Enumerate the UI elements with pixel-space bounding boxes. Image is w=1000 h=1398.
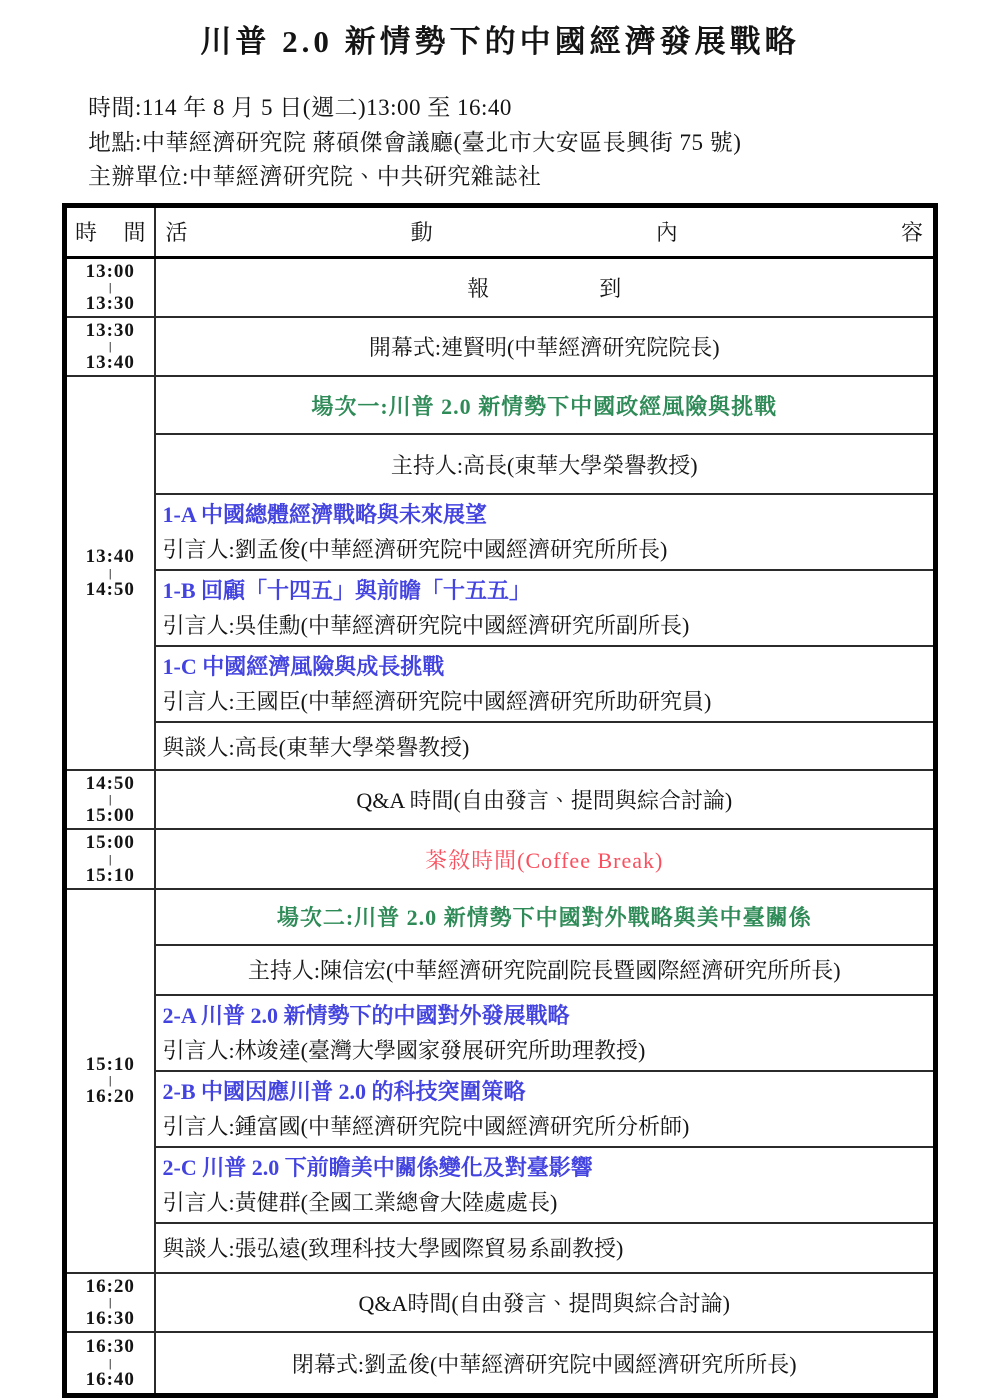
time-start: 13:40 xyxy=(86,546,135,567)
session2-talk-a xyxy=(155,995,936,1071)
col-header-activity: 活 動 內 容 xyxy=(155,205,936,257)
time-start: 15:00 xyxy=(86,832,135,853)
time-range-coffee-break xyxy=(65,829,155,888)
time-start: 16:20 xyxy=(86,1276,135,1297)
row-qa1 xyxy=(65,770,936,829)
time-start: 16:30 xyxy=(86,1336,135,1357)
session2-moderator: 主持人:陳信宏(中華經濟研究院副院長暨國際經濟研究所所長) xyxy=(155,945,936,995)
table-header-row xyxy=(65,205,936,257)
conference-agenda-page xyxy=(0,16,1000,1398)
activity-coffee-break: 茶敘時間(Coffee Break) xyxy=(155,829,936,888)
time-start: 13:30 xyxy=(86,320,135,341)
time-end: 13:40 xyxy=(86,352,135,373)
row-closing xyxy=(65,1332,936,1396)
session2-title: 場次二:川普 2.0 新情勢下中國對外戰略與美中臺關係 xyxy=(155,889,936,945)
time-range-bar: | xyxy=(109,1297,112,1308)
session2-talk-b xyxy=(155,1071,936,1147)
talk-topic: 1-C 中國經濟風險與成長挑戰 xyxy=(163,649,929,684)
time-end: 15:00 xyxy=(86,805,135,826)
event-location: 地點:中華經濟研究院 蔣碩傑會議廳(臺北市大安區長興街 75 號) xyxy=(88,126,1000,161)
activity-closing: 閉幕式:劉孟俊(中華經濟研究院中國經濟研究所所長) xyxy=(155,1332,936,1396)
time-end: 16:20 xyxy=(86,1086,135,1107)
activity-opening: 開幕式:連賢明(中華經濟研究院院長) xyxy=(155,317,936,376)
time-range-bar: | xyxy=(109,341,112,352)
time-range-bar: | xyxy=(109,854,112,865)
row-session2-moderator xyxy=(65,945,936,995)
event-info xyxy=(88,91,1000,195)
time-range-bar: | xyxy=(109,1358,112,1369)
row-session2-title xyxy=(65,889,936,945)
time-start: 13:00 xyxy=(86,261,135,282)
session1-title: 場次一:川普 2.0 新情勢下中國政經風險與挑戰 xyxy=(155,376,936,434)
talk-speaker: 引言人:吳佳勳(中華經濟研究院中國經濟研究所副所長) xyxy=(163,608,929,643)
time-range-bar: | xyxy=(109,1075,112,1086)
talk-speaker: 引言人:劉孟俊(中華經濟研究院中國經濟研究所所長) xyxy=(163,532,929,567)
time-range-registration xyxy=(65,257,155,317)
session2-discussant: 與談人:張弘遠(致理科技大學國際貿易系副教授) xyxy=(155,1223,936,1273)
row-session1-moderator xyxy=(65,434,936,494)
talk-speaker: 引言人:黃健群(全國工業總會大陸處處長) xyxy=(163,1185,929,1220)
row-session1-title xyxy=(65,376,936,434)
time-end: 15:10 xyxy=(86,865,135,886)
row-session1-talk-a xyxy=(65,494,936,570)
page-title: 川普 2.0 新情勢下的中國經濟發展戰略 xyxy=(0,16,1000,61)
row-session1-talk-c xyxy=(65,646,936,722)
row-registration xyxy=(65,257,936,317)
talk-topic: 2-B 中國因應川普 2.0 的科技突圍策略 xyxy=(163,1074,929,1109)
row-qa2 xyxy=(65,1273,936,1332)
row-coffee-break xyxy=(65,829,936,888)
row-session1-discussant xyxy=(65,722,936,770)
row-session1-talk-b xyxy=(65,570,936,646)
talk-topic: 1-A 中國總體經濟戰略與未來展望 xyxy=(163,497,929,532)
talk-speaker: 引言人:王國臣(中華經濟研究院中國經濟研究所助研究員) xyxy=(163,684,929,719)
time-start: 15:10 xyxy=(86,1054,135,1075)
time-range-closing xyxy=(65,1332,155,1396)
talk-topic: 2-C 川普 2.0 下前瞻美中關係變化及對臺影響 xyxy=(163,1150,929,1185)
session1-moderator: 主持人:高長(東華大學榮譽教授) xyxy=(155,434,936,494)
activity-qa2: Q&A時間(自由發言、提問與綜合討論) xyxy=(155,1273,936,1332)
time-end: 13:30 xyxy=(86,293,135,314)
session1-talk-b xyxy=(155,570,936,646)
row-session2-talk-a xyxy=(65,995,936,1071)
time-end: 14:50 xyxy=(86,579,135,600)
row-session2-talk-b xyxy=(65,1071,936,1147)
session1-talk-a xyxy=(155,494,936,570)
session2-talk-c xyxy=(155,1147,936,1223)
time-range-opening xyxy=(65,317,155,376)
talk-topic: 2-A 川普 2.0 新情勢下的中國對外發展戰略 xyxy=(163,998,929,1033)
talk-speaker: 引言人:林竣達(臺灣大學國家發展研究所助理教授) xyxy=(163,1033,929,1068)
row-session2-talk-c xyxy=(65,1147,936,1223)
time-range-session1 xyxy=(65,376,155,770)
session1-talk-c xyxy=(155,646,936,722)
session1-discussant: 與談人:高長(東華大學榮譽教授) xyxy=(155,722,936,770)
row-opening xyxy=(65,317,936,376)
row-session2-discussant xyxy=(65,1223,936,1273)
time-start: 14:50 xyxy=(86,773,135,794)
time-range-bar: | xyxy=(109,282,112,293)
time-end: 16:30 xyxy=(86,1308,135,1329)
time-range-session2 xyxy=(65,889,155,1273)
col-header-time: 時 間 xyxy=(65,205,155,257)
activity-registration: 報 到 xyxy=(155,257,936,317)
time-range-qa1 xyxy=(65,770,155,829)
talk-speaker: 引言人:鍾富國(中華經濟研究院中國經濟研究所分析師) xyxy=(163,1109,929,1144)
agenda-table xyxy=(62,203,938,1398)
time-range-bar: | xyxy=(109,568,112,579)
activity-qa1: Q&A 時間(自由發言、提問與綜合討論) xyxy=(155,770,936,829)
time-end: 16:40 xyxy=(86,1369,135,1390)
event-time: 時間:114 年 8 月 5 日(週二)13:00 至 16:40 xyxy=(88,91,1000,126)
talk-topic: 1-B 回顧「十四五」與前瞻「十五五」 xyxy=(163,573,929,608)
event-organizer: 主辦單位:中華經濟研究院、中共研究雜誌社 xyxy=(88,160,1000,195)
time-range-bar: | xyxy=(109,794,112,805)
time-range-qa2 xyxy=(65,1273,155,1332)
